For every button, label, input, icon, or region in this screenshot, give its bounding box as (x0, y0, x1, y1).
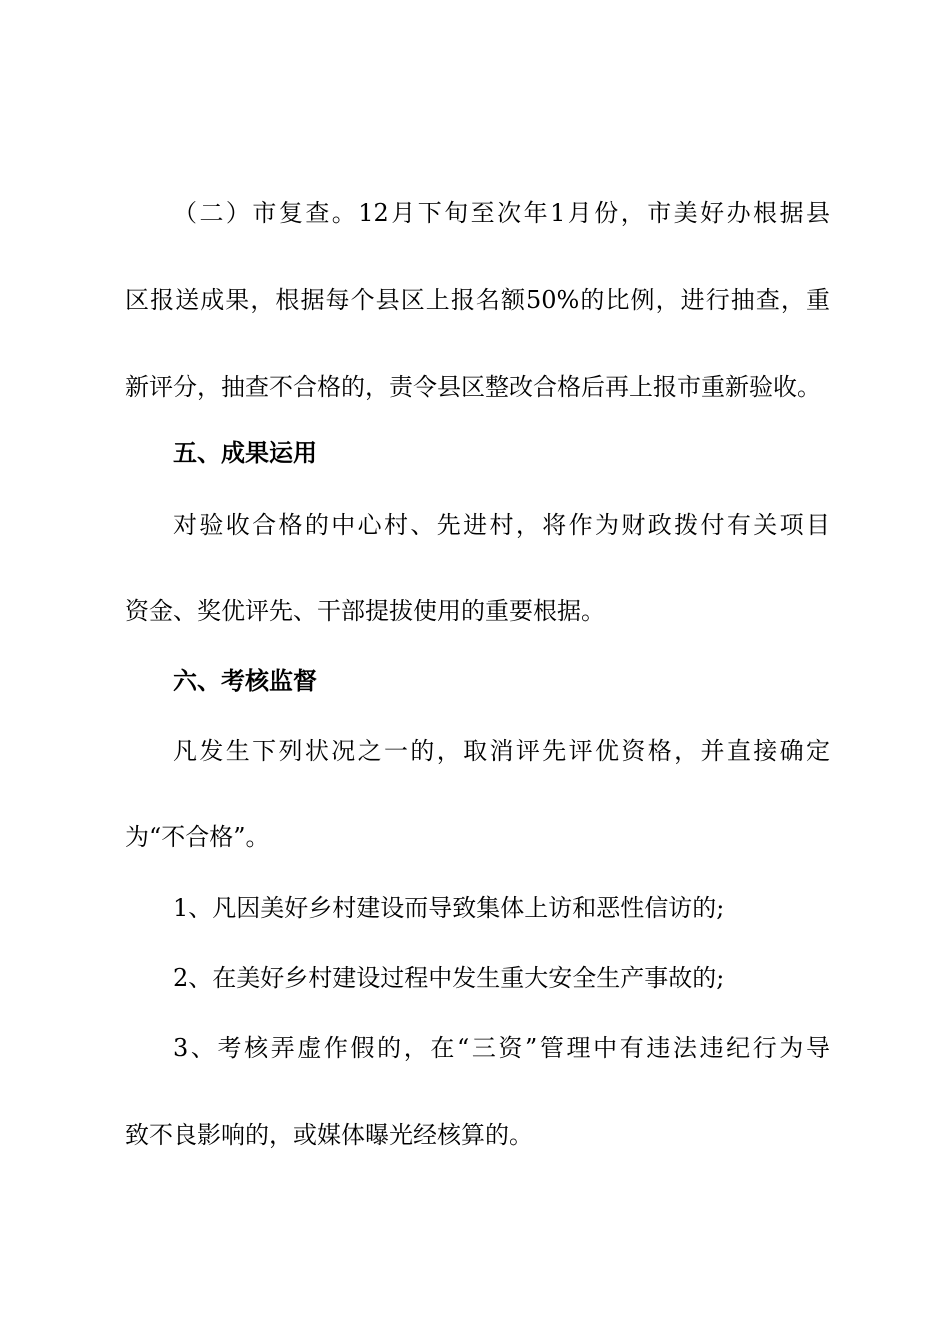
paragraph-review-line-2: 区报送成果，根据每个县区上报名额50%的比例，进行抽查，重 (125, 286, 830, 314)
paragraph-review-line-1: （二）市复查。12月下旬至次年1月份，市美好办根据县 (173, 199, 830, 227)
list-item-3-line-1: 3、考核弄虚作假的，在“三资”管理中有违法违纪行为导 (173, 1034, 830, 1062)
paragraph-supervision-line-2: 为“不合格”。 (125, 823, 270, 851)
list-item-3-line-2: 致不良影响的，或媒体曝光经核算的。 (125, 1121, 533, 1149)
section-heading-results: 五、成果运用 (173, 439, 317, 467)
list-item-1: 1、凡因美好乡村建设而导致集体上访和恶性信访的; (173, 894, 725, 922)
paragraph-results-line-2: 资金、奖优评先、干部提拔使用的重要根据。 (125, 597, 605, 625)
section-heading-supervision: 六、考核监督 (173, 667, 317, 695)
paragraph-results-line-1: 对验收合格的中心村、先进村，将作为财政拨付有关项目 (173, 511, 830, 539)
paragraph-review-line-3: 新评分，抽查不合格的，责令县区整改合格后再上报市重新验收。 (125, 373, 821, 401)
list-item-2: 2、在美好乡村建设过程中发生重大安全生产事故的; (173, 964, 725, 992)
paragraph-supervision-line-1: 凡发生下列状况之一的，取消评先评优资格，并直接确定 (173, 737, 830, 765)
